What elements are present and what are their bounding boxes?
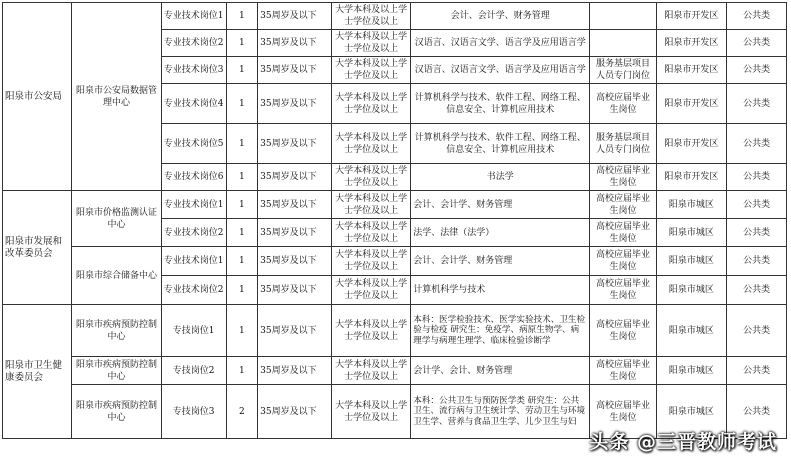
age-cell: 35周岁及以下 bbox=[258, 357, 332, 385]
location-cell: 阳泉市开发区 bbox=[656, 57, 727, 84]
age-cell: 35周岁及以下 bbox=[258, 164, 332, 191]
major-cell: 汉语言、汉语言文学、语言学及应用语言学 bbox=[411, 57, 590, 84]
major-cell: 本科：医学检验技术、医学实验技术、卫生检验与检疫 研究生：免疫学、病原生物学、病理学与病理生理学、临床检验诊断学 bbox=[411, 305, 590, 357]
other-cell: 高校应届毕业生岗位 bbox=[590, 219, 656, 247]
table-row bbox=[3, 305, 787, 357]
major-cell: 本科：公共卫生与预防医学类 研究生：公共卫生、流行病与卫生统计学、劳动卫生与环境卫生学、营养与食品卫生学、儿少卫生与妇 bbox=[411, 385, 590, 439]
unit-cell: 阳泉市疾病预防控制中心 bbox=[72, 385, 161, 439]
post-cell: 专技岗位3 bbox=[161, 385, 226, 439]
major-cell: 计算机科学与技术 bbox=[411, 276, 590, 305]
location-cell: 阳泉市开发区 bbox=[656, 84, 727, 124]
location-cell: 阳泉市城区 bbox=[656, 357, 727, 385]
major-cell: 会计学、会计、财务管理 bbox=[411, 357, 590, 385]
other-cell bbox=[590, 30, 656, 57]
post-cell: 专技岗位1 bbox=[161, 305, 226, 357]
major-cell: 会计、会计学、财务管理 bbox=[411, 3, 590, 30]
dept-cell: 阳泉市发展和改革委员会 bbox=[3, 191, 72, 305]
post-cell: 专业技术岗位2 bbox=[161, 30, 226, 57]
major-cell: 法学、法律（法学） bbox=[411, 219, 590, 247]
num-cell: 1 bbox=[226, 30, 257, 57]
post-cell: 专业技术岗位1 bbox=[161, 3, 226, 30]
post-cell: 专业技术岗位4 bbox=[161, 84, 226, 124]
post-cell: 专业技术岗位3 bbox=[161, 57, 226, 84]
category-cell: 公共类 bbox=[727, 124, 787, 164]
dept-cell: 阳泉市卫生健康委员会 bbox=[3, 305, 72, 439]
num-cell: 1 bbox=[226, 84, 257, 124]
table-row bbox=[3, 3, 787, 30]
edu-cell: 大学本科及以上学士学位及以上 bbox=[331, 276, 410, 305]
other-cell: 高校应届毕业生岗位 bbox=[590, 247, 656, 276]
edu-cell: 大学本科及以上学士学位及以上 bbox=[331, 84, 410, 124]
category-cell: 公共类 bbox=[727, 84, 787, 124]
location-cell: 阳泉市开发区 bbox=[656, 164, 727, 191]
location-cell: 阳泉市城区 bbox=[656, 191, 727, 219]
category-cell: 公共类 bbox=[727, 385, 787, 439]
location-cell: 阳泉市城区 bbox=[656, 305, 727, 357]
table-row bbox=[3, 247, 787, 276]
location-cell: 阳泉市城区 bbox=[656, 219, 727, 247]
major-cell: 汉语言、汉语言文学、语言学及应用语言学 bbox=[411, 30, 590, 57]
edu-cell: 大学本科及以上学士学位及以上 bbox=[331, 305, 410, 357]
other-cell: 服务基层项目人员专门岗位 bbox=[590, 124, 656, 164]
age-cell: 35周岁及以下 bbox=[258, 191, 332, 219]
unit-cell: 阳泉市公安局数据管理中心 bbox=[72, 3, 161, 191]
table-row bbox=[3, 191, 787, 219]
other-cell: 服务基层项目人员专门岗位 bbox=[590, 57, 656, 84]
num-cell: 1 bbox=[226, 3, 257, 30]
category-cell: 公共类 bbox=[727, 3, 787, 30]
unit-cell: 阳泉市综合储备中心 bbox=[72, 247, 161, 305]
edu-cell: 大学本科及以上学士学位及以上 bbox=[331, 357, 410, 385]
other-cell: 高校应届毕业生岗位 bbox=[590, 276, 656, 305]
post-cell: 专业技术岗位1 bbox=[161, 191, 226, 219]
category-cell: 公共类 bbox=[727, 247, 787, 276]
edu-cell: 大学本科及以上学士学位及以上 bbox=[331, 124, 410, 164]
edu-cell: 大学本科及以上学士学位及以上 bbox=[331, 219, 410, 247]
category-cell: 公共类 bbox=[727, 164, 787, 191]
age-cell: 35周岁及以下 bbox=[258, 84, 332, 124]
recruitment-table bbox=[2, 2, 787, 439]
unit-cell: 阳泉市疾病预防控制中心 bbox=[72, 357, 161, 385]
num-cell: 1 bbox=[226, 305, 257, 357]
major-cell: 计算机科学与技术、软件工程、网络工程、信息安全、计算机应用技术 bbox=[411, 124, 590, 164]
unit-cell: 阳泉市价格监测认证中心 bbox=[72, 191, 161, 247]
major-cell: 会计、会计学、财务管理 bbox=[411, 247, 590, 276]
dept-cell: 阳泉市公安局 bbox=[3, 3, 72, 191]
num-cell: 1 bbox=[226, 57, 257, 84]
table-row bbox=[3, 357, 787, 385]
age-cell: 35周岁及以下 bbox=[258, 219, 332, 247]
location-cell: 阳泉市开发区 bbox=[656, 30, 727, 57]
location-cell: 阳泉市城区 bbox=[656, 247, 727, 276]
age-cell: 35周岁及以下 bbox=[258, 305, 332, 357]
num-cell: 1 bbox=[226, 164, 257, 191]
other-cell: 高校应届毕业生岗位 bbox=[590, 385, 656, 439]
post-cell: 专业技术岗位6 bbox=[161, 164, 226, 191]
num-cell: 1 bbox=[226, 247, 257, 276]
age-cell: 35周岁及以下 bbox=[258, 385, 332, 439]
category-cell: 公共类 bbox=[727, 276, 787, 305]
location-cell: 阳泉市开发区 bbox=[656, 124, 727, 164]
location-cell: 阳泉市城区 bbox=[656, 276, 727, 305]
age-cell: 35周岁及以下 bbox=[258, 3, 332, 30]
num-cell: 1 bbox=[226, 124, 257, 164]
other-cell: 高校应届毕业生岗位 bbox=[590, 305, 656, 357]
edu-cell: 大学本科及以上学士学位及以上 bbox=[331, 247, 410, 276]
num-cell: 1 bbox=[226, 357, 257, 385]
edu-cell: 大学本科及以上学士学位及以上 bbox=[331, 30, 410, 57]
post-cell: 专业技术岗位2 bbox=[161, 219, 226, 247]
age-cell: 35周岁及以下 bbox=[258, 276, 332, 305]
age-cell: 35周岁及以下 bbox=[258, 30, 332, 57]
other-cell: 高校应届毕业生岗位 bbox=[590, 84, 656, 124]
other-cell: 高校应届毕业生岗位 bbox=[590, 164, 656, 191]
edu-cell: 大学本科及以上学士学位及以上 bbox=[331, 164, 410, 191]
other-cell: 高校应届毕业生岗位 bbox=[590, 357, 656, 385]
other-cell: 高校应届毕业生岗位 bbox=[590, 191, 656, 219]
category-cell: 公共类 bbox=[727, 191, 787, 219]
num-cell: 2 bbox=[226, 385, 257, 439]
edu-cell: 大学本科及以上学士学位及以上 bbox=[331, 191, 410, 219]
edu-cell: 大学本科及以上学士学位及以上 bbox=[331, 3, 410, 30]
post-cell: 专技岗位2 bbox=[161, 357, 226, 385]
location-cell: 阳泉市开发区 bbox=[656, 3, 727, 30]
age-cell: 35周岁及以下 bbox=[258, 124, 332, 164]
age-cell: 35周岁及以下 bbox=[258, 247, 332, 276]
category-cell: 公共类 bbox=[727, 30, 787, 57]
age-cell: 35周岁及以下 bbox=[258, 57, 332, 84]
category-cell: 公共类 bbox=[727, 305, 787, 357]
major-cell: 会计、会计学、财务管理 bbox=[411, 191, 590, 219]
num-cell: 1 bbox=[226, 191, 257, 219]
edu-cell: 大学本科及以上学士学位及以上 bbox=[331, 385, 410, 439]
edu-cell: 大学本科及以上学士学位及以上 bbox=[331, 57, 410, 84]
major-cell: 计算机科学与技术、软件工程、网络工程、信息安全、计算机应用技术 bbox=[411, 84, 590, 124]
other-cell bbox=[590, 3, 656, 30]
category-cell: 公共类 bbox=[727, 57, 787, 84]
watermark: 头条 @三晋教师考试 bbox=[589, 431, 777, 453]
unit-cell: 阳泉市疾病预防控制中心 bbox=[72, 305, 161, 357]
location-cell: 阳泉市城区 bbox=[656, 385, 727, 439]
category-cell: 公共类 bbox=[727, 219, 787, 247]
num-cell: 1 bbox=[226, 276, 257, 305]
major-cell: 书法学 bbox=[411, 164, 590, 191]
post-cell: 专业技术岗位2 bbox=[161, 276, 226, 305]
category-cell: 公共类 bbox=[727, 357, 787, 385]
post-cell: 专业技术岗位5 bbox=[161, 124, 226, 164]
num-cell: 1 bbox=[226, 219, 257, 247]
post-cell: 专业技术岗位1 bbox=[161, 247, 226, 276]
